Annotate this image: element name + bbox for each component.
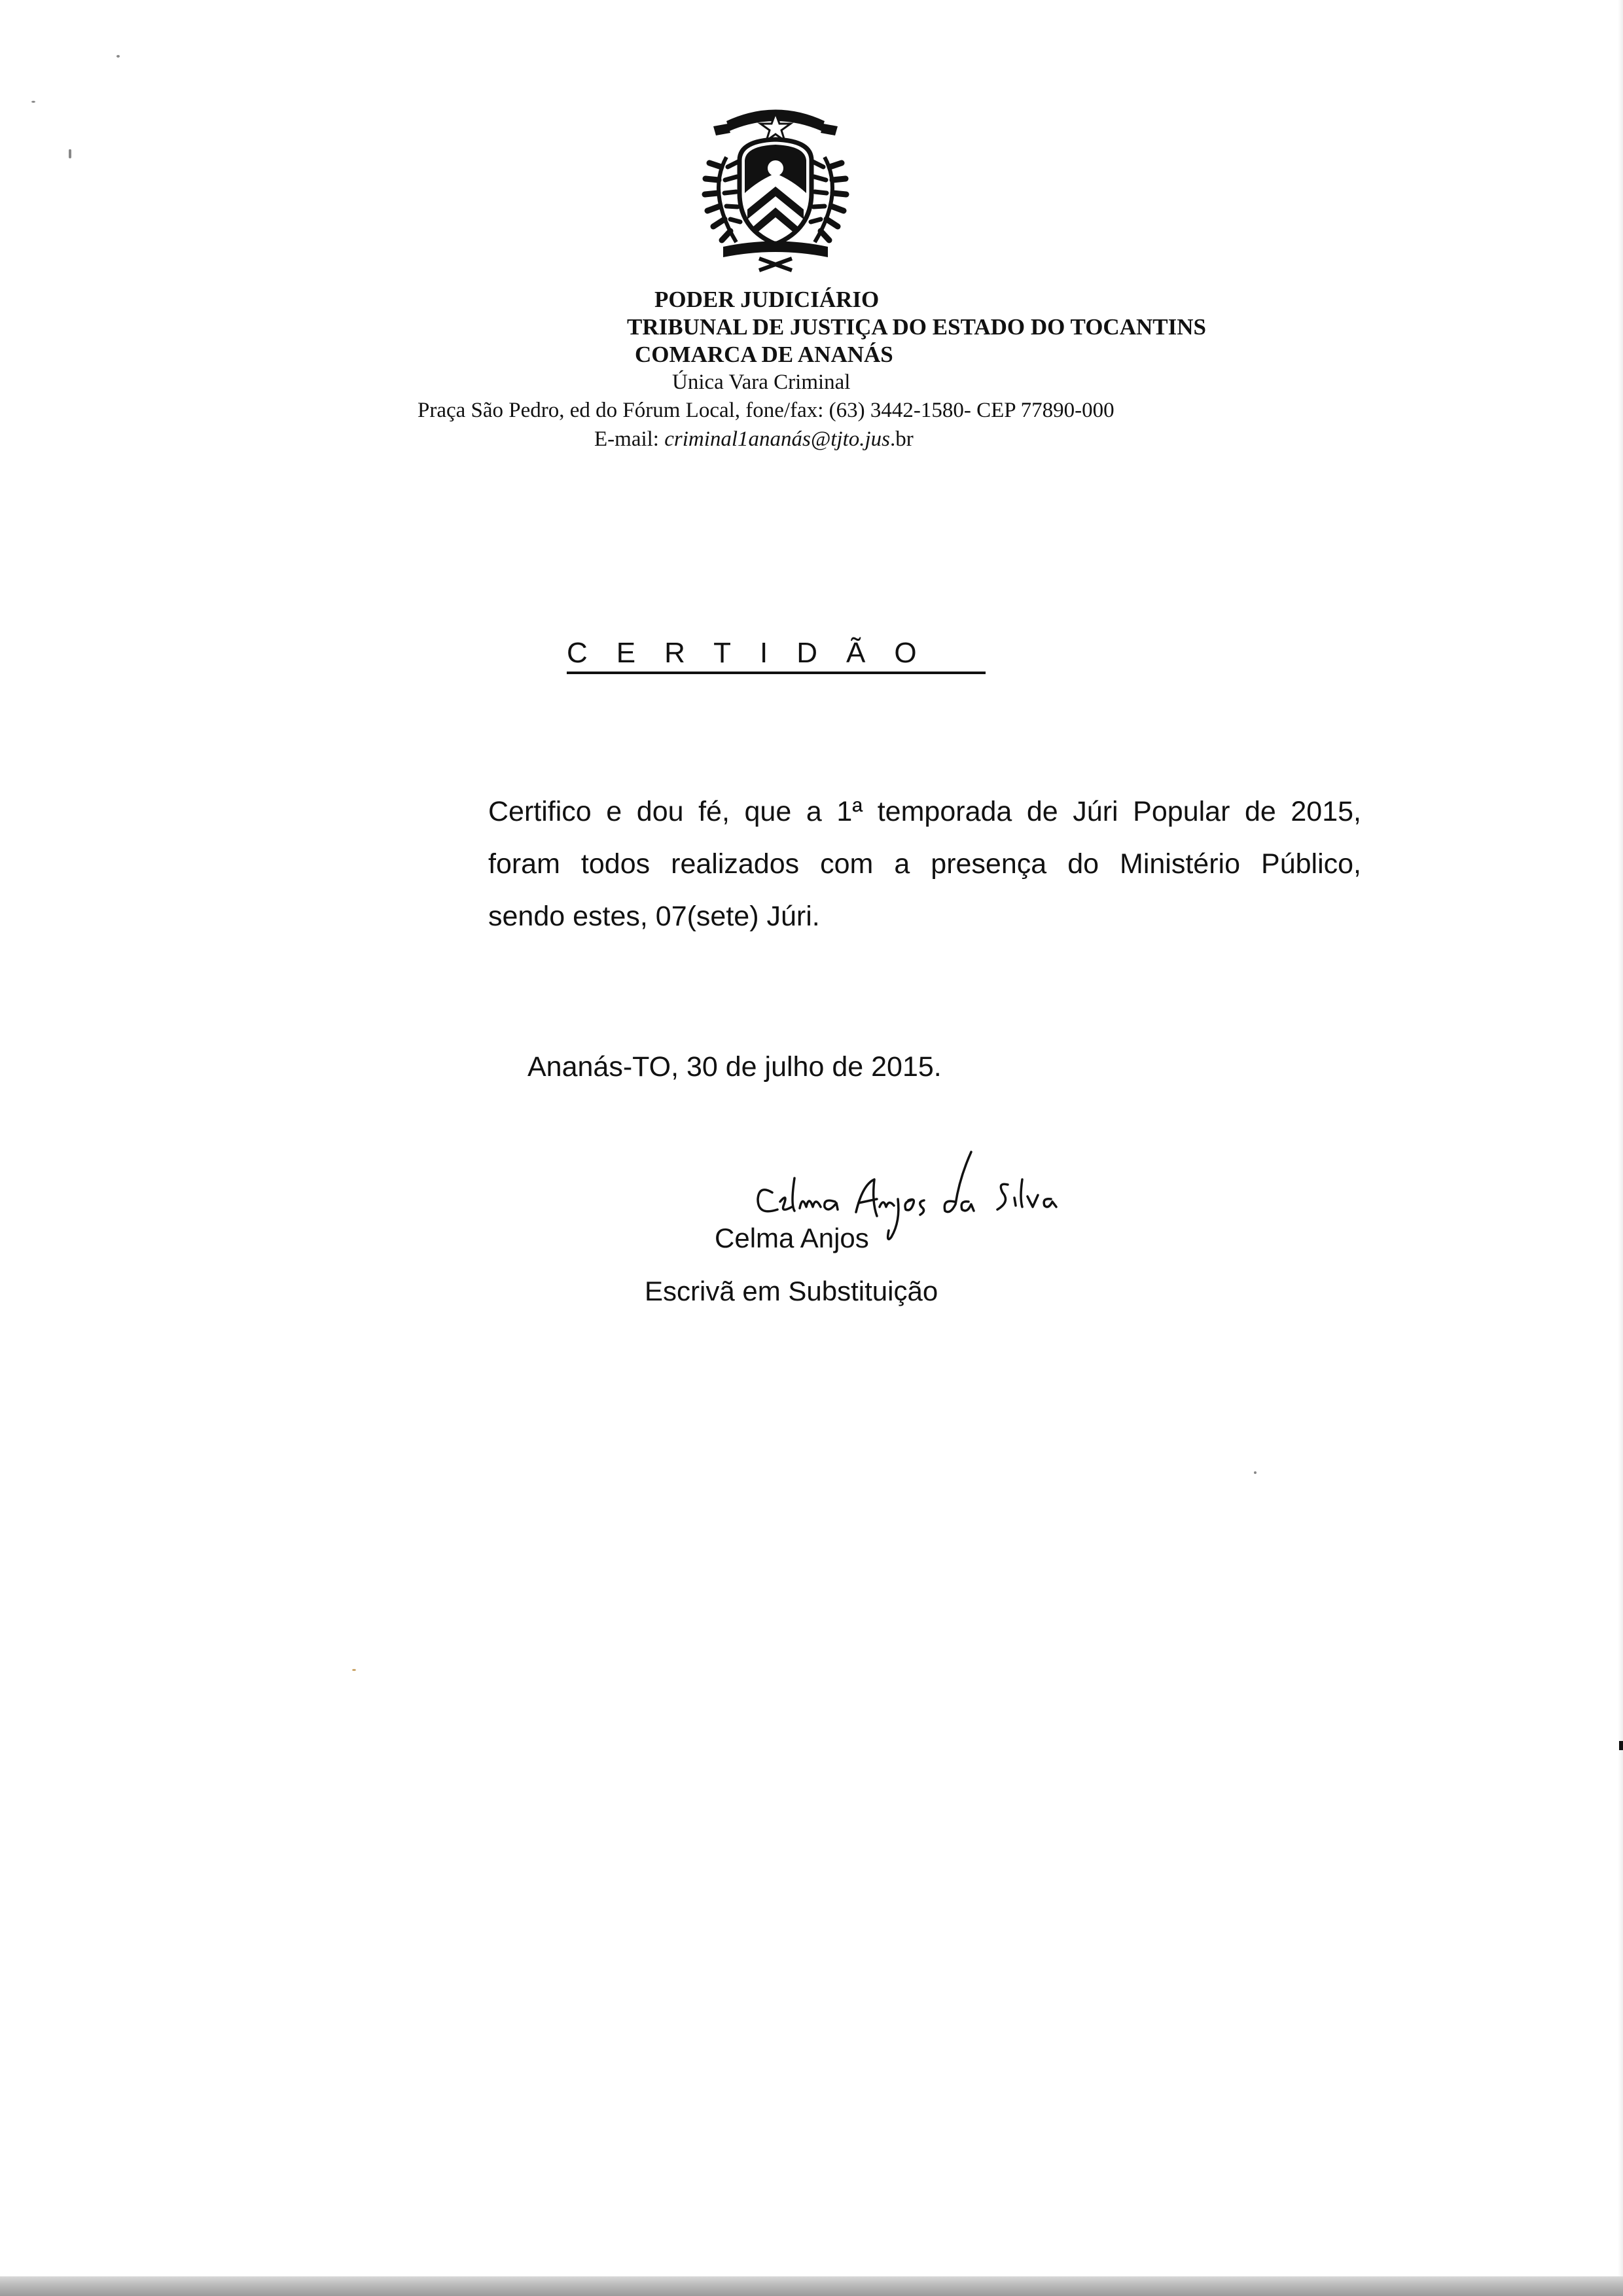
place-and-date: Ananás-TO, 30 de julho de 2015. [527, 1051, 942, 1083]
scan-speck [1254, 1471, 1257, 1474]
scan-speck [116, 55, 120, 58]
coat-of-arms-icon [687, 95, 864, 275]
body-line-2: foram todos realizados com a presença do Ministério Público, [488, 848, 1361, 880]
email-tld: .br [890, 427, 914, 451]
scan-speck [31, 101, 35, 103]
scan-speck [352, 1669, 356, 1671]
scan-speck [1619, 1741, 1623, 1750]
letterhead-address: Praça São Pedro, ed do Fórum Local, fone/fax: (63) 3442-1580- CEP 77890-000 [418, 399, 1115, 422]
body-line-3: sendo estes, 07(sete) Júri. [488, 901, 820, 932]
letterhead-court: TRIBUNAL DE JUSTIÇA DO ESTADO DO TOCANTINS [627, 314, 1206, 340]
scan-speck [69, 149, 71, 158]
certificate-body [488, 785, 1361, 942]
email-label: E-mail: [594, 427, 665, 451]
signer-role: Escrivã em Substituição [645, 1276, 938, 1306]
signer-name: Celma Anjos [715, 1223, 869, 1253]
scan-edge-bottom [0, 2276, 1623, 2296]
letterhead-district: COMARCA DE ANANÁS [635, 342, 893, 367]
letterhead-branch: PODER JUDICIÁRIO [654, 287, 880, 312]
document-title: CERTIDÃO [567, 636, 986, 674]
scan-edge-right [1618, 0, 1623, 2276]
letterhead-email [594, 427, 914, 452]
body-line-1: Certifico e dou fé, que a 1ª temporada de Júri Popular de 2015, [488, 796, 1361, 827]
email-address[interactable]: criminal1ananás@tjto.jus [664, 427, 891, 451]
letterhead-division: Única Vara Criminal [672, 370, 851, 394]
